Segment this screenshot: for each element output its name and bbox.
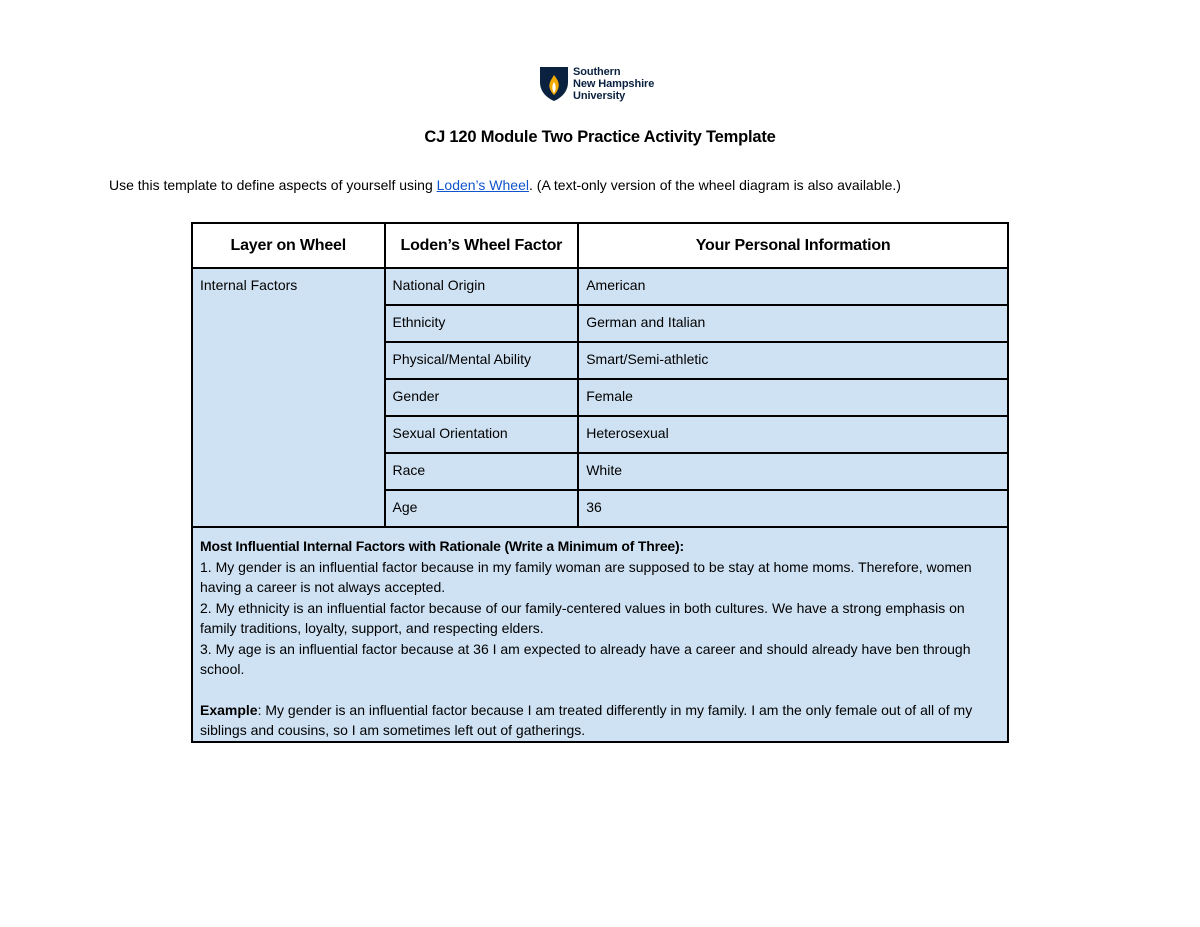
factor-cell: Age — [385, 490, 579, 527]
rationale-item-1: 1. My gender is an influential factor because in my family woman are supposed to be stay at home moms. Therefore, women having a career is not always accepted. — [200, 558, 972, 595]
logo-line-1: Southern — [573, 66, 621, 78]
layer-internal-factors-cell: Internal Factors — [192, 268, 385, 527]
header-wheel-factor: Loden’s Wheel Factor — [385, 223, 579, 268]
university-logo — [539, 64, 654, 104]
header-personal-information: Your Personal Information — [578, 223, 1008, 268]
factor-cell: Gender — [385, 379, 579, 416]
factor-cell: Sexual Orientation — [385, 416, 579, 453]
table-header-row — [192, 223, 1008, 268]
lodens-wheel-table — [191, 222, 1009, 743]
info-cell: American — [578, 268, 1008, 305]
table-row — [192, 268, 1008, 305]
example-label: Example — [200, 701, 258, 718]
factor-cell: Ethnicity — [385, 305, 579, 342]
example-paragraph — [200, 700, 1000, 741]
rationale-cell[interactable] — [192, 527, 1008, 742]
info-cell: Female — [578, 379, 1008, 416]
logo-wordmark — [573, 66, 654, 102]
factor-cell: National Origin — [385, 268, 579, 305]
logo-line-3: University — [573, 90, 626, 102]
header-layer-on-wheel: Layer on Wheel — [192, 223, 385, 268]
shield-flame-icon — [539, 66, 569, 102]
rationale-item-2: 2. My ethnicity is an influential factor because of our family-centered values in both cultures. We have a strong emphasis on family traditions, loyalty, support, and respecting elders. — [200, 599, 965, 636]
factor-cell: Physical/Mental Ability — [385, 342, 579, 379]
lodens-wheel-link[interactable]: Loden’s Wheel — [436, 177, 529, 193]
factor-cell: Race — [385, 453, 579, 490]
intro-paragraph — [109, 177, 901, 193]
document-title: CJ 120 Module Two Practice Activity Template — [424, 128, 776, 146]
info-cell: Smart/Semi-athletic — [578, 342, 1008, 379]
info-cell: 36 — [578, 490, 1008, 527]
info-cell: Heterosexual — [578, 416, 1008, 453]
example-text: : My gender is an influential factor because I am treated differently in my family. I am the only female out of all of my siblings and cousins, so I am sometimes left out of gatherings. — [200, 701, 973, 738]
intro-text-after-link: . (A text-only version of the wheel diagram is also available.) — [529, 177, 901, 193]
logo-line-2: New Hampshire — [573, 78, 655, 90]
rationale-heading: Most Influential Internal Factors with Rationale (Write a Minimum of Three): — [200, 538, 684, 554]
rationale-item-3: 3. My age is an influential factor because at 36 I am expected to already have a career and should already have ben through school. — [200, 640, 971, 677]
info-cell: White — [578, 453, 1008, 490]
rationale-row — [192, 527, 1008, 742]
info-cell: German and Italian — [578, 305, 1008, 342]
intro-text-before-link: Use this template to define aspects of yourself using — [109, 177, 437, 193]
